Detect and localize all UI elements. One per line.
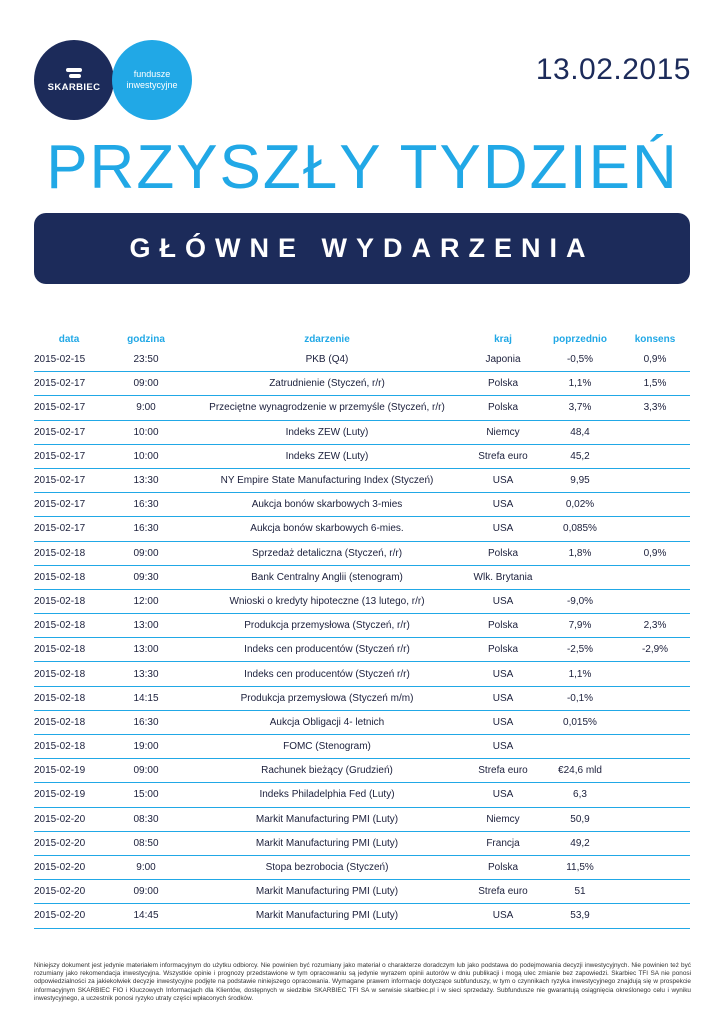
cell-previous: 1,8% (568, 547, 592, 559)
table-row (34, 542, 690, 566)
cell-date: 2015-02-20 (34, 813, 86, 825)
cell-country: Strefa euro (478, 765, 528, 777)
cell-country: Niemcy (486, 813, 520, 825)
cell-country: USA (492, 741, 514, 753)
cell-date: 2015-02-18 (34, 547, 86, 559)
cell-previous: 0,015% (563, 716, 597, 728)
cell-country: USA (492, 910, 514, 922)
cell-date: 2015-02-20 (34, 910, 86, 922)
cell-event: NY Empire State Manufacturing Index (Styczeń) (220, 475, 434, 487)
cell-date: 2015-02-17 (34, 378, 86, 390)
cell-time: 14:15 (133, 692, 159, 704)
cell-country: Japonia (485, 354, 521, 366)
table-row (34, 445, 690, 469)
cell-previous: -9,0% (566, 595, 594, 607)
cell-time: 08:30 (133, 813, 159, 825)
cell-previous: 45,2 (570, 450, 590, 462)
cell-date: 2015-02-18 (34, 644, 86, 656)
badge-line-1: fundusze (133, 69, 171, 79)
disclaimer: Niniejszy dokument jest jedynie materiałem informacyjnym do użytku odbiorcy. Nie powinien być rozumiany jako materiał o charakterze doradczym lub jako podstawa do podejmowania decyzji inwestycyjnych. Nie powinien też być rozumiany jako rekomendacja inwestycyjna. Wszystkie opinie i prognozy przedstawione w tym opracowaniu są jedynie wyrazem opinii autorów w dniu publikacji i mogą ulec zmianie bez zapowiedzi. Skarbiec TFI SA nie ponosi odpowiedzialności za jakiekolwiek decyzje inwestycyjne podjęte na podstawie niniejszego opracowania. Wymagane prawem informacje dotyczące subfunduszy, w tym o czynnikach ryzyka inwestycyjnego znajdują się w prospekcie informacyjnym SKARBIEC FIO i Kluczowych Informacjach dla Klientów, dostępnych w siedzibie SKARBIEC TFI SA w serwisie skarbiec.pl i w sieci sprzedaży. Subfundusze nie gwarantują osiągnięcia określonego celu i wyniku inwestycyjnego, a uczestnik ponosi ryzyko utraty części wpłaconych środków. (34, 962, 691, 1002)
table-row (34, 396, 690, 420)
cell-event: Markit Manufacturing PMI (Luty) (255, 813, 399, 825)
cell-event: Markit Manufacturing PMI (Luty) (255, 886, 399, 898)
cell-time: 09:30 (133, 571, 159, 583)
cell-date: 2015-02-18 (34, 716, 86, 728)
table-row (34, 638, 690, 662)
table-row (34, 590, 690, 614)
table-body (34, 348, 690, 929)
table-row (34, 832, 690, 856)
cell-country: Wlk. Brytania (473, 571, 533, 583)
cell-country: USA (492, 475, 514, 487)
cell-time: 9:00 (136, 402, 156, 414)
cell-previous: 9,95 (570, 475, 590, 487)
cell-event: Indeks cen producentów (Styczeń r/r) (244, 644, 410, 656)
cell-event: Produkcja przemysłowa (Styczeń m/m) (240, 692, 414, 704)
cell-consensus: 0,9% (643, 354, 667, 366)
cell-date: 2015-02-18 (34, 620, 86, 632)
cell-consensus: 2,3% (643, 620, 667, 632)
skarbiec-logo (34, 40, 114, 120)
cell-date: 2015-02-20 (34, 837, 86, 849)
cell-previous: -0,1% (566, 692, 594, 704)
cell-consensus: 0,9% (643, 547, 667, 559)
cell-event: Aukcja Obligacji 4- letnich (269, 716, 385, 728)
cell-previous: 3,7% (568, 402, 592, 414)
cell-previous: 6,3 (573, 789, 587, 801)
cell-consensus: 1,5% (643, 378, 667, 390)
cell-previous: 7,9% (568, 620, 592, 632)
cell-previous: 53,9 (570, 910, 590, 922)
cell-event: Indeks ZEW (Luty) (285, 426, 369, 438)
table-row (34, 566, 690, 590)
cell-time: 14:45 (133, 910, 159, 922)
cell-event: Indeks Philadelphia Fed (Luty) (259, 789, 395, 801)
cell-previous: 49,2 (570, 837, 590, 849)
cell-date: 2015-02-18 (34, 595, 86, 607)
cell-previous: 11,5% (566, 862, 594, 874)
table-row (34, 421, 690, 445)
cell-event: Aukcja bonów skarbowych 3-mies (251, 499, 403, 511)
cell-previous: -2,5% (566, 644, 594, 656)
cell-event: Indeks ZEW (Luty) (285, 450, 369, 462)
cell-time: 10:00 (133, 426, 159, 438)
table-row (34, 469, 690, 493)
cell-event: Przeciętne wynagrodzenie w przemyśle (Styczeń, r/r) (209, 402, 445, 414)
cell-country: USA (492, 499, 514, 511)
logo-text: SKARBIEC (47, 81, 101, 93)
cell-time: 13:00 (133, 620, 159, 632)
cell-time: 13:30 (133, 475, 159, 487)
table-row (34, 783, 690, 807)
col-header-time: godzina (127, 333, 165, 345)
col-header-country: kraj (494, 333, 512, 345)
cell-date: 2015-02-19 (34, 765, 86, 777)
badge-line-2: inwestycyjne (126, 80, 178, 90)
cell-country: USA (492, 789, 514, 801)
cell-time: 09:00 (133, 547, 159, 559)
cell-country: Strefa euro (478, 886, 528, 898)
cell-time: 12:00 (133, 595, 159, 607)
table-row (34, 687, 690, 711)
table-row (34, 517, 690, 541)
col-header-consensus: konsens (634, 333, 676, 345)
cell-event: Stopa bezrobocia (Styczeń) (265, 862, 389, 874)
cell-time: 15:00 (133, 789, 159, 801)
cell-country: Strefa euro (478, 450, 528, 462)
cell-time: 08:50 (133, 837, 159, 849)
cell-event: Sprzedaż detaliczna (Styczeń, r/r) (251, 547, 403, 559)
cell-date: 2015-02-15 (34, 354, 86, 366)
cell-date: 2015-02-18 (34, 668, 86, 680)
cell-event: Markit Manufacturing PMI (Luty) (255, 837, 399, 849)
page-title: PRZYSZŁY TYDZIEŃ (46, 133, 679, 202)
cell-country: Polska (487, 547, 518, 559)
table-row (34, 759, 690, 783)
cell-time: 23:50 (133, 354, 159, 366)
table-row (34, 493, 690, 517)
funds-badge (112, 40, 192, 120)
cell-date: 2015-02-17 (34, 475, 86, 487)
banner-text: GŁÓWNE WYDARZENIA (129, 233, 595, 263)
cell-time: 09:00 (133, 886, 159, 898)
cell-time: 10:00 (133, 450, 159, 462)
table-header (34, 330, 690, 348)
table-row (34, 372, 690, 396)
cell-country: Polska (487, 402, 518, 414)
cell-event: Indeks cen producentów (Styczeń r/r) (244, 668, 410, 680)
cell-event: Rachunek bieżący (Grudzień) (261, 765, 393, 777)
cell-time: 09:00 (133, 765, 159, 777)
cell-time: 16:30 (133, 523, 159, 535)
cell-event: Zatrudnienie (Styczeń, r/r) (269, 378, 385, 390)
cell-time: 16:30 (133, 716, 159, 728)
cell-date: 2015-02-17 (34, 499, 86, 511)
cell-country: Polska (487, 862, 518, 874)
cell-date: 2015-02-17 (34, 523, 86, 535)
table-row (34, 856, 690, 880)
cell-country: Francja (486, 837, 520, 849)
table-row (34, 662, 690, 686)
cell-event: Produkcja przemysłowa (Styczeń, r/r) (244, 620, 410, 632)
cell-event: Aukcja bonów skarbowych 6-mies. (250, 523, 404, 535)
events-table (34, 330, 690, 929)
cell-event: Bank Centralny Anglii (stenogram) (251, 571, 403, 583)
cell-country: USA (492, 668, 514, 680)
table-row (34, 711, 690, 735)
cell-event: PKB (Q4) (305, 354, 349, 366)
col-header-event: zdarzenie (304, 333, 350, 345)
table-row (34, 880, 690, 904)
cell-date: 2015-02-17 (34, 402, 86, 414)
cell-time: 13:00 (133, 644, 159, 656)
cell-previous: 0,085% (563, 523, 597, 535)
cell-country: USA (492, 716, 514, 728)
cell-consensus: 3,3% (643, 402, 667, 414)
cell-previous: €24,6 mld (558, 765, 602, 777)
cell-time: 13:30 (133, 668, 159, 680)
cell-time: 19:00 (133, 741, 159, 753)
cell-previous: 50,9 (570, 813, 590, 825)
cell-country: USA (492, 692, 514, 704)
table-row (34, 904, 690, 928)
cell-event: Wnioski o kredyty hipoteczne (13 lutego, r/r) (229, 595, 425, 607)
cell-date: 2015-02-20 (34, 886, 86, 898)
cell-previous: -0,5% (566, 354, 594, 366)
cell-date: 2015-02-17 (34, 450, 86, 462)
logo-mark-icon (66, 68, 82, 78)
cell-country: Polska (487, 620, 518, 632)
cell-date: 2015-02-17 (34, 426, 86, 438)
cell-previous: 48,4 (570, 426, 590, 438)
table-row (34, 808, 690, 832)
cell-country: Polska (487, 378, 518, 390)
cell-event: FOMC (Stenogram) (283, 741, 371, 753)
cell-date: 2015-02-19 (34, 789, 86, 801)
section-banner (34, 213, 690, 284)
cell-previous: 51 (574, 886, 586, 898)
col-header-date: data (58, 333, 80, 345)
cell-time: 9:00 (136, 862, 156, 874)
cell-date: 2015-02-18 (34, 692, 86, 704)
cell-country: Polska (487, 644, 518, 656)
table-row (34, 348, 690, 372)
document-date: 13.02.2015 (535, 53, 691, 86)
cell-country: USA (492, 595, 514, 607)
cell-time: 09:00 (133, 378, 159, 390)
table-row (34, 614, 690, 638)
cell-previous: 0,02% (565, 499, 595, 511)
col-header-previous: poprzednio (553, 333, 607, 345)
cell-country: USA (492, 523, 514, 535)
table-row (34, 735, 690, 759)
cell-consensus: -2,9% (641, 644, 669, 656)
cell-event: Markit Manufacturing PMI (Luty) (255, 910, 399, 922)
cell-time: 16:30 (133, 499, 159, 511)
cell-date: 2015-02-18 (34, 571, 86, 583)
cell-date: 2015-02-20 (34, 862, 86, 874)
cell-country: Niemcy (486, 426, 520, 438)
cell-previous: 1,1% (568, 668, 592, 680)
cell-previous: 1,1% (568, 378, 592, 390)
cell-date: 2015-02-18 (34, 741, 86, 753)
